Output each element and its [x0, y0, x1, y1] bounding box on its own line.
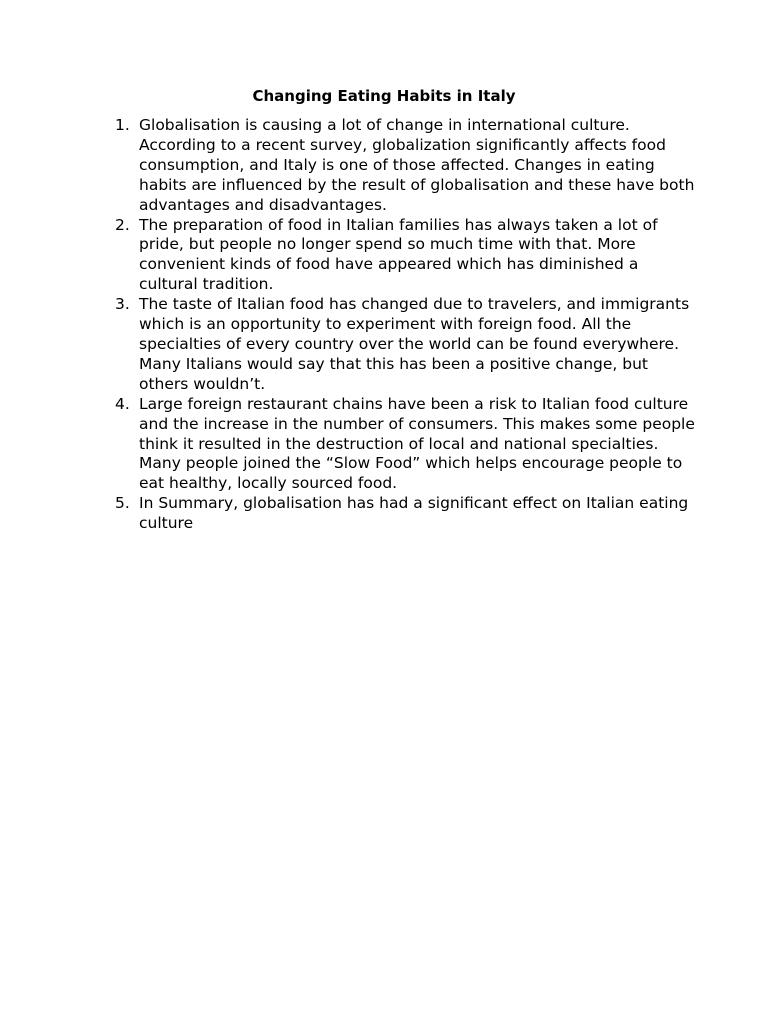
list-item: [115, 394, 699, 495]
list-item-text: The preparation of food in Italian families has always taken a lot of pride, but people no longer spend so much time with that. More convenient kinds of food have appeared which has diminished a cultural tradition.: [139, 215, 658, 294]
list-item-number: 4.: [115, 394, 130, 413]
list-item-text: In Summary, globalisation has had a significant effect on Italian eating culture: [139, 494, 689, 533]
list-item-number: 3.: [115, 295, 130, 314]
list-item-number: 1.: [115, 116, 130, 134]
document-title: Changing Eating Habits in Italy: [252, 87, 516, 105]
list-item: [115, 116, 699, 216]
list-item: [115, 215, 699, 296]
list-item-text: Globalisation is causing a lot of change in international culture. According to a recent survey, globalization significantly affects food consumption, and Italy is one of those affected. Changes in eating habits are influenced by the result of globalisation and these have both advantages and disadvantages.: [139, 116, 695, 214]
list-item-text: The taste of Italian food has changed due to travelers, and immigrants which is an opportunity to experiment with foreign food. All the specialties of every country over the world can be found everywhere. Many Italians would say that this has been a positive change, but others wouldn’t.: [139, 295, 690, 393]
list-item-number: 2.: [115, 215, 130, 234]
list-item-text: Large foreign restaurant chains have been a risk to Italian food culture and the increase in the number of consumers. This makes some people think it resulted in the destruction of local and national specialties. Many people joined the “Slow Food” which helps encourage people to eat healthy, locally sourced food.: [139, 394, 695, 493]
list-item: [115, 494, 699, 534]
list-item: [115, 295, 699, 395]
list-item-number: 5.: [115, 494, 130, 513]
numbered-list: [115, 116, 699, 534]
